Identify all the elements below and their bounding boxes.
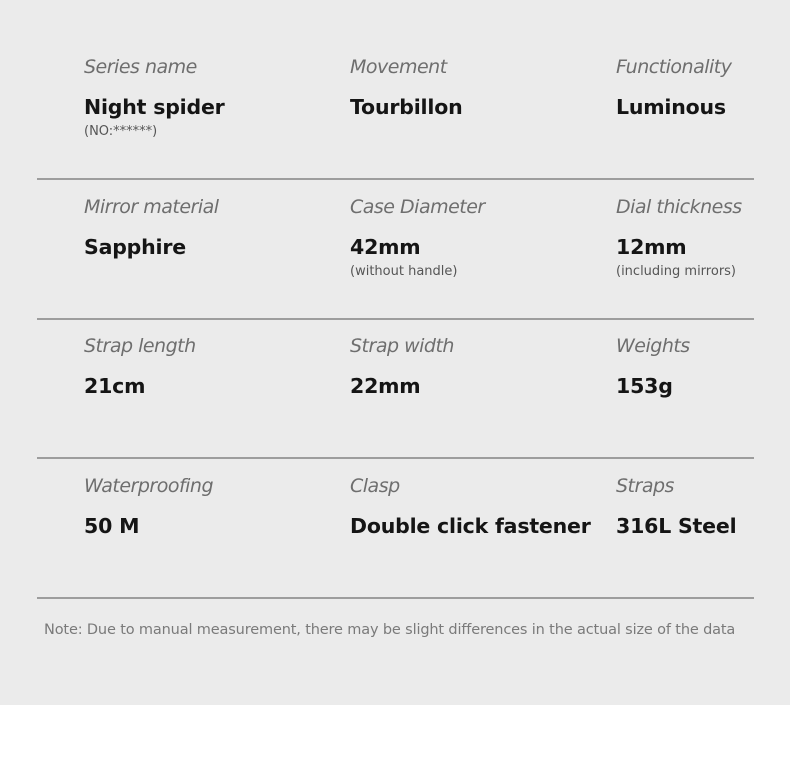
spec-row-2 <box>37 180 754 320</box>
spec-value: Double click fastener <box>350 514 591 538</box>
spec-row-1 <box>37 40 754 180</box>
spec-label: Waterproofing <box>84 475 214 497</box>
spec-value: Sapphire <box>84 235 186 259</box>
spec-label: Functionality <box>616 56 732 78</box>
spec-row-3 <box>37 319 754 459</box>
spec-label: Mirror material <box>84 196 219 218</box>
spec-note: (without handle) <box>350 264 458 279</box>
spec-value: 12mm <box>616 235 687 259</box>
spec-value: 21cm <box>84 374 146 398</box>
spec-value: Luminous <box>616 95 726 119</box>
spec-label: Strap width <box>350 335 454 357</box>
spec-note: (including mirrors) <box>616 264 737 279</box>
spec-label: Case Diameter <box>350 196 485 218</box>
spec-value: 22mm <box>350 374 421 398</box>
spec-label: Clasp <box>350 475 400 497</box>
spec-label: Series name <box>84 56 197 78</box>
spec-value: 50 M <box>84 514 140 538</box>
spec-value: 153g <box>616 374 673 398</box>
spec-value: 42mm <box>350 235 421 259</box>
spec-label: Movement <box>350 56 447 78</box>
spec-label: Strap length <box>84 335 196 357</box>
spec-value: Tourbillon <box>350 95 463 119</box>
measurement-note: Note: Due to manual measurement, there may be slight differences in the actual size of the data <box>44 622 736 638</box>
spec-label: Straps <box>616 475 674 497</box>
spec-label: Weights <box>616 335 690 357</box>
spec-label: Dial thickness <box>616 196 742 218</box>
spec-note: (NO:******) <box>84 124 158 139</box>
spec-value: 316L Steel <box>616 514 737 538</box>
spec-value: Night spider <box>84 95 225 119</box>
spec-row-4 <box>37 459 754 599</box>
